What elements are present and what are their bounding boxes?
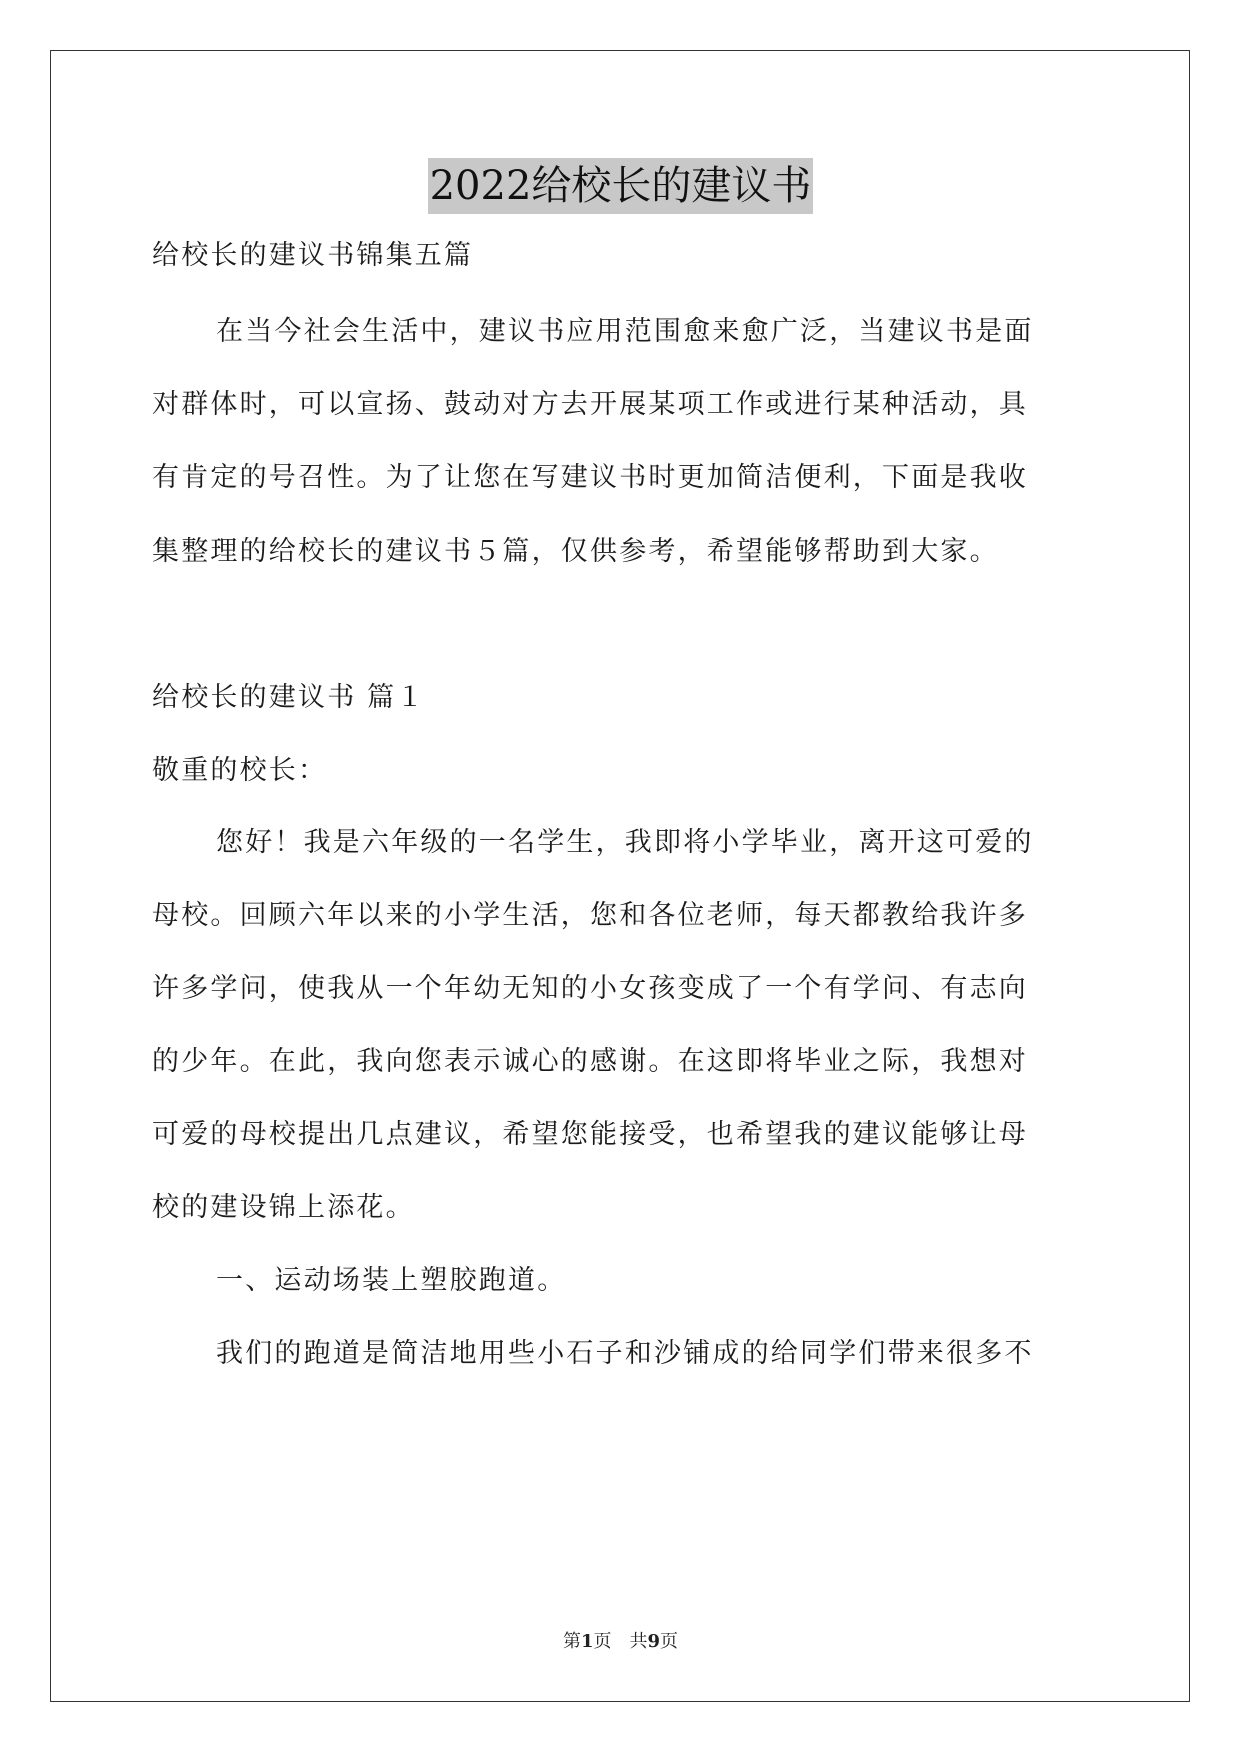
paragraph-line: 我们的跑道是简洁地用些小石子和沙铺成的给同学们带来很多不 xyxy=(216,1338,1034,1369)
paragraph-line: 校的建设锦上添花。 xyxy=(152,1192,415,1223)
salutation-line: 敬重的校长： xyxy=(152,755,328,786)
paragraph-line: 母校。回顾六年以来的小学生活，您和各位老师，每天都教给我许多 xyxy=(152,900,1028,931)
section-heading: 给校长的建议书 篇１ xyxy=(152,682,426,713)
paragraph-line: 在当今社会生活中，建议书应用范围愈来愈广泛，当建议书是面 xyxy=(216,316,1034,347)
page-footer xyxy=(0,1630,1241,1654)
page-suffix: 页 xyxy=(593,1631,612,1652)
subtitle-line: 给校长的建议书锦集五篇 xyxy=(152,240,474,271)
paragraph-line: 对群体时，可以宣扬、鼓动对方去开展某项工作或进行某种活动，具 xyxy=(152,389,1028,420)
paragraph-line: 集整理的给校长的建议书５篇，仅供参考，希望能够帮助到大家。 xyxy=(152,536,999,567)
list-item-line: 一、运动场装上塑胶跑道。 xyxy=(216,1265,567,1296)
total-pages: 9 xyxy=(647,1631,661,1652)
paragraph-line: 的少年。在此，我向您表示诚心的感谢。在这即将毕业之际，我想对 xyxy=(152,1046,1028,1077)
total-suffix: 页 xyxy=(660,1631,679,1652)
page-prefix: 第 xyxy=(562,1631,581,1652)
document-title: 2022给校长的建议书 xyxy=(428,158,814,214)
paragraph-line: 许多学问，使我从一个年幼无知的小女孩变成了一个有学问、有志向 xyxy=(152,973,1028,1004)
paragraph-line: 可爱的母校提出几点建议，希望您能接受，也希望我的建议能够让母 xyxy=(152,1119,1028,1150)
paragraph-line: 您好！我是六年级的一名学生，我即将小学毕业，离开这可爱的 xyxy=(216,827,1034,858)
title-container xyxy=(0,158,1241,214)
page-number: 1 xyxy=(580,1631,594,1652)
page-border xyxy=(50,50,1190,1702)
total-prefix: 共 xyxy=(629,1631,648,1652)
paragraph-line: 有肯定的号召性。为了让您在写建议书时更加简洁便利，下面是我收 xyxy=(152,462,1028,493)
